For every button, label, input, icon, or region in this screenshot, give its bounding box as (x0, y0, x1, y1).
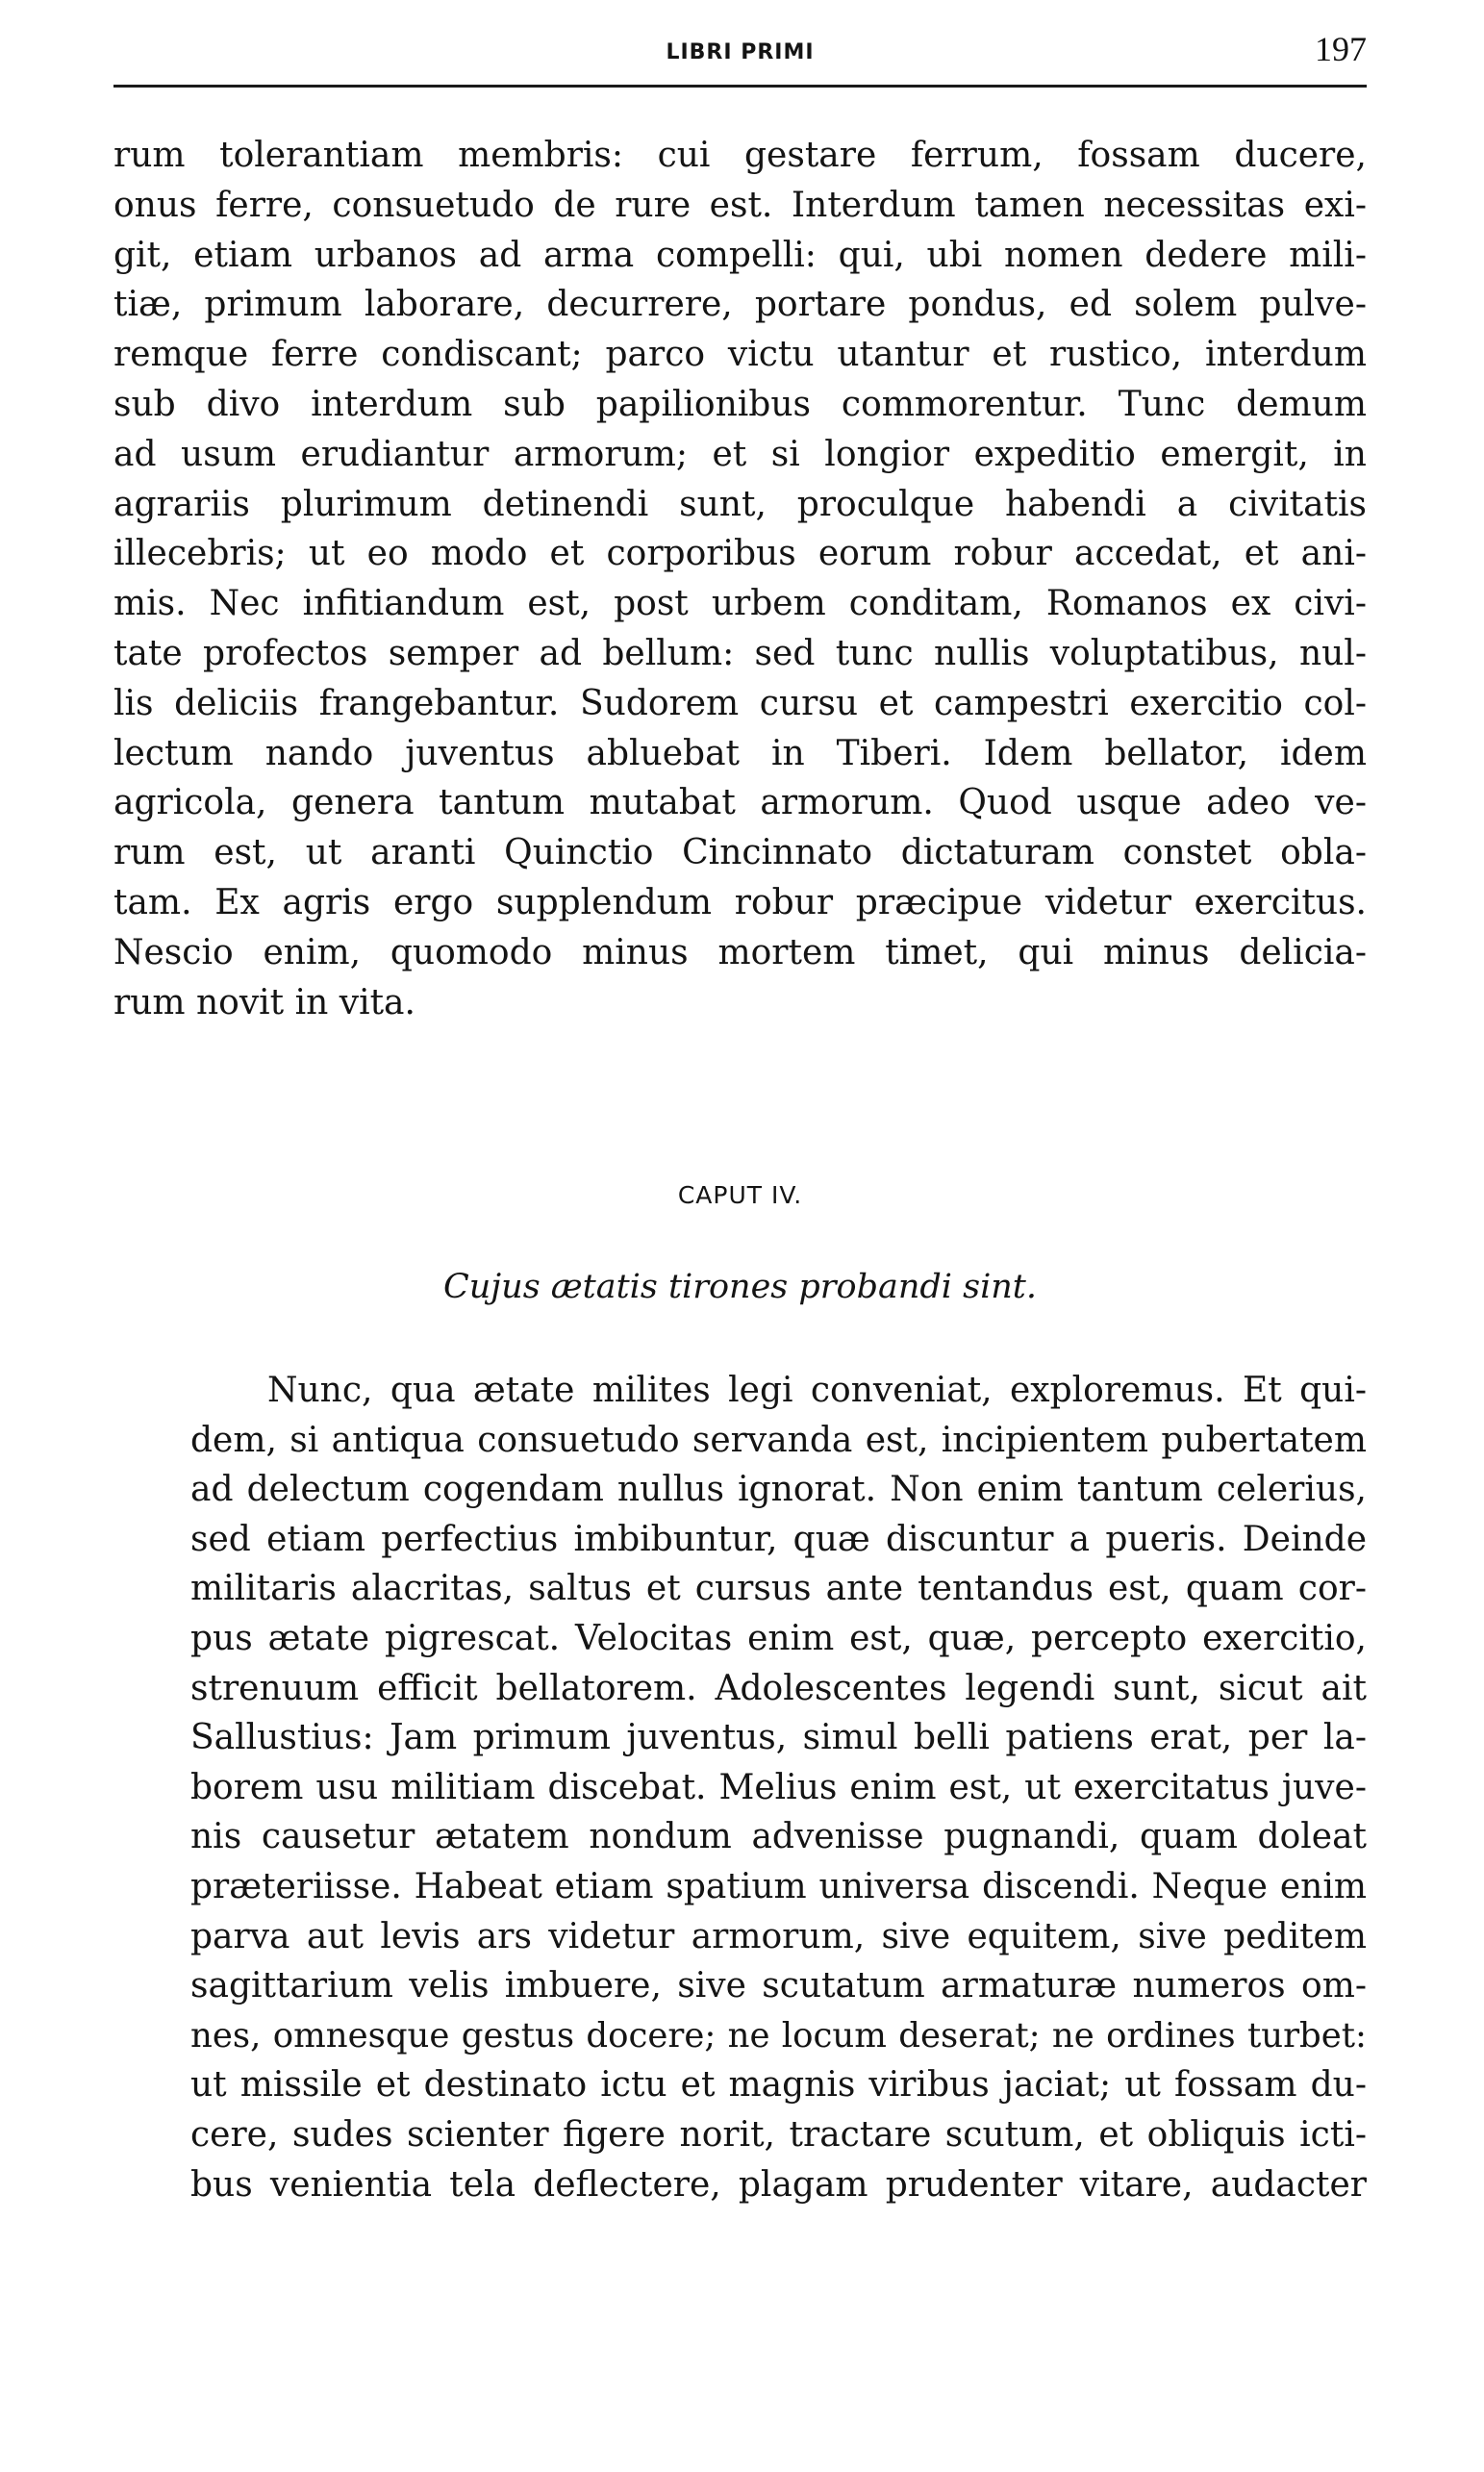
text-line: lis deliciis frangebantur. Sudorem cursu et campestri exercitio col- (113, 683, 1367, 723)
text-line: rum novit in vita. (113, 982, 415, 1022)
paragraph-2 (113, 1366, 1367, 2209)
text-line: lectum nando juventus abluebat in Tiberi. Idem bellator, idem (113, 733, 1367, 773)
text-line: mis. Nec infitiandum est, post urbem conditam, Romanos ex civi- (113, 584, 1367, 624)
text-line: militaris alacritas, saltus et cursus ante tentandus est, quam cor- (190, 1569, 1367, 1609)
text-line: sed etiam perfectius imbibuntur, quæ discuntur a pueris. Deinde (190, 1519, 1367, 1559)
text-line: pus ætate pigrescat. Velocitas enim est, quæ, percepto exercitio, (190, 1618, 1367, 1658)
running-title: LIBRI PRIMI (666, 40, 815, 64)
text-line: nis causetur ætatem nondum advenisse pugnandi, quam doleat (190, 1817, 1367, 1857)
text-line: illecebris; ut eo modo et corporibus eorum robur accedat, et ani- (113, 534, 1367, 574)
text-line: ad delectum cogendam nullus ignorat. Non enim tantum celerius, (190, 1470, 1367, 1510)
running-header (113, 29, 1367, 88)
text-line: remque ferre condiscant; parco victu utantur et rustico, interdum (113, 335, 1367, 375)
text-line: rum tolerantiam membris: cui gestare ferrum, fossam ducere, (113, 136, 1367, 175)
text-line: sub divo interdum sub papilionibus commorentur. Tunc demum (113, 384, 1367, 424)
text-line: borem usu militiam discebat. Melius enim est, ut exercitatus juve- (190, 1767, 1367, 1807)
text-line: tate profectos semper ad bellum: sed tunc nullis voluptatibus, nul- (113, 633, 1367, 673)
text-line: cere, sudes scienter figere norit, tractare scutum, et obliquis icti- (190, 2114, 1367, 2155)
text-line: parva aut levis ars videtur armorum, sive equitem, sive peditem (190, 1916, 1367, 1956)
text-line: tam. Ex agris ergo supplendum robur præcipue videtur exercitus. (113, 882, 1367, 922)
page-number: 197 (1315, 30, 1367, 68)
text-line: Nescio enim, quomodo minus mortem timet, qui minus delicia- (113, 932, 1367, 972)
text-line: præteriisse. Habeat etiam spatium universa discendi. Neque enim (190, 1866, 1367, 1906)
text-line: ad usum erudiantur armorum; et si longior expeditio emergit, in (113, 434, 1367, 474)
text-line: git, etiam urbanos ad arma compelli: qui, ubi nomen dedere mili- (113, 235, 1367, 275)
chapter-number: CAPUT IV. (677, 1181, 803, 1209)
text-line: strenuum efficit bellatorem. Adolescentes legendi sunt, sicut ait (190, 1668, 1367, 1708)
text-line: Sallustius: Jam primum juventus, simul belli patiens erat, per la- (190, 1718, 1367, 1758)
text-line: Nunc, qua ætate milites legi conveniat, exploremus. Et qui- (267, 1371, 1367, 1410)
text-line: agrariis plurimum detinendi sunt, proculque habendi a civitatis (113, 484, 1367, 524)
text-line: ut missile et destinato ictu et magnis viribus jaciat; ut fossam du- (190, 2065, 1367, 2106)
chapter-title: Cujus ætatis tirones probandi sint. (442, 1268, 1037, 1306)
text-line: nes, omnesque gestus docere; ne locum deserat; ne ordines turbet: (190, 2015, 1367, 2056)
paragraph-1 (113, 131, 1367, 1027)
text-line: agricola, genera tantum mutabat armorum. Quod usque adeo ve- (113, 783, 1367, 823)
text-line: bus venientia tela deflectere, plagam prudenter vitare, audacter (190, 2164, 1367, 2205)
text-line: sagittarium velis imbuere, sive scutatum armaturæ numeros om- (190, 1966, 1367, 2006)
text-line: onus ferre, consuetudo de rure est. Interdum tamen necessitas exi- (113, 185, 1367, 225)
text-line: dem, si antiqua consuetudo servanda est, incipientem pubertatem (190, 1420, 1367, 1460)
text-line: rum est, ut aranti Quinctio Cincinnato dictaturam constet obla- (113, 833, 1367, 873)
text-line: tiæ, primum laborare, decurrere, portare pondus, ed solem pulve- (113, 285, 1367, 325)
